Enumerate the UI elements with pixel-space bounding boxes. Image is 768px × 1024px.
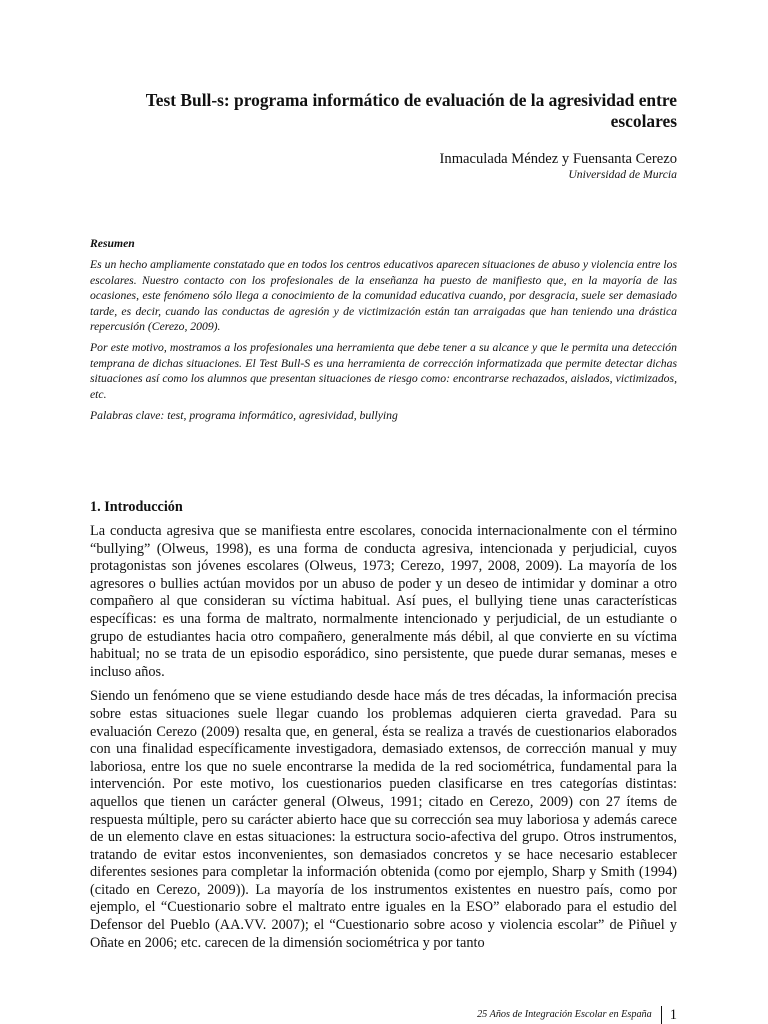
body-paragraph: Siendo un fenómeno que se viene estudiando desde hace más de tres décadas, la información precisa sobre estas situaciones suele llegar cuando los problemas adquieren cierta gravedad. Para su evaluación Cerezo (2009) resalta que, en general, ésta se realiza a través de cuestionarios elaborados con una finalidad específicamente investigadora, demasiado extensos, de corrección manual y muy laboriosa, entre los que no suele encontrarse la medida de la red sociométrica, fundamental para la intervención. Por este motivo, los cuestionarios pueden clasificarse en tres categorías distintas: aquellos que tienen un carácter general (Olweus, 1991; citado en Cerezo, 2009) con 27 ítems de respuesta múltiple, pero su carácter abierto hace que su corrección sea muy laboriosa y además carece de un elemento clave en estas situaciones: la estructura socio-afectiva del grupo. Otros instrumentos, tratando de evitar estos inconvenientes, son demasiados concretos y se hace necesario establecer diferentes sesiones para completar la información obtenida (como por ejemplo, Sharp y Smith (1994) (citado en Cerezo, 2009)). La mayoría de los instrumentos existentes en nuestro país, como por ejemplo, el “Cuestionario sobre el maltrato entre iguales en la ESO” elaborado para el estudio del Defensor del Pueblo (AA.VV. 2007); el “Cuestionario sobre acoso y violencia escolar” de Piñuel y Oñate en 2006; etc. carecen de la dimensión sociométrica y por tanto bbox=[90, 688, 677, 951]
abstract-block bbox=[90, 236, 677, 429]
author-affiliation: Universidad de Murcia bbox=[568, 168, 677, 181]
paper-authors: Inmaculada Méndez y Fuensanta Cerezo bbox=[439, 151, 677, 167]
abstract-heading: Resumen bbox=[90, 237, 135, 250]
abstract-paragraph: Por este motivo, mostramos a los profesionales una herramienta que debe tener a su alcance y que le permita una detección temprana de dichas situaciones. El Test Bull-S es una herramienta de corrección informatizada que permite detectar dichas situaciones así como los alumnos que presentan situaciones de riesgo como: encontrarse rechazados, aislados, victimizados, etc. bbox=[90, 341, 677, 401]
page-footer bbox=[300, 1006, 677, 1024]
footer-text: 25 Años de Integración Escolar en España bbox=[477, 1009, 652, 1020]
abstract-paragraph: Es un hecho ampliamente constatado que en todos los centros educativos aparecen situaciones de abuso y violencia entre los escolares. Nuestro contacto con los profesionales de la enseñanza ha puesto de manifiesto que, en la mayoría de las ocasiones, este fenómeno sólo llega a conocimiento de la comunidad educativa cuando, por desgracia, suele ser demasiado tarde, es decir, cuando las conductas de agresión y de victimización están tan arraigadas que han teniendo una drástica repercusión (Cerezo, 2009). bbox=[90, 258, 677, 334]
abstract-keywords: Palabras clave: test, programa informático, agresividad, bullying bbox=[90, 409, 398, 423]
section-heading: 1. Introducción bbox=[90, 499, 183, 515]
body-paragraph: La conducta agresiva que se manifiesta entre escolares, conocida internacionalmente con el término “bullying” (Olweus, 1998), es una forma de conducta agresiva, intencionada y perjudicial, cuyos protagonistas son jóvenes escolares (Olweus, 1973; Cerezo, 1997, 2008, 2009). La mayoría de los agresores o bullies actúan movidos por un abuso de poder y un deseo de intimidar y dominar a otro compañero al que consideran su víctima habitual. Así pues, el bullying tiene unas características específicas: es una forma de maltrato, normalmente intencionado y perjudicial, de un estudiante o grupo de estudiantes hacia otro compañero, generalmente más débil, al que convierte en su víctima habitual; no se trata de un episodio esporádico, sino persistente, que puede durar semanas, meses e incluso años. bbox=[90, 523, 677, 680]
footer-divider bbox=[661, 1006, 662, 1024]
page-number: 1 bbox=[669, 1007, 677, 1023]
paper-title: Test Bull-s: programa informático de evaluación de la agresividad entre escolares bbox=[145, 90, 677, 131]
section-body bbox=[90, 523, 677, 959]
